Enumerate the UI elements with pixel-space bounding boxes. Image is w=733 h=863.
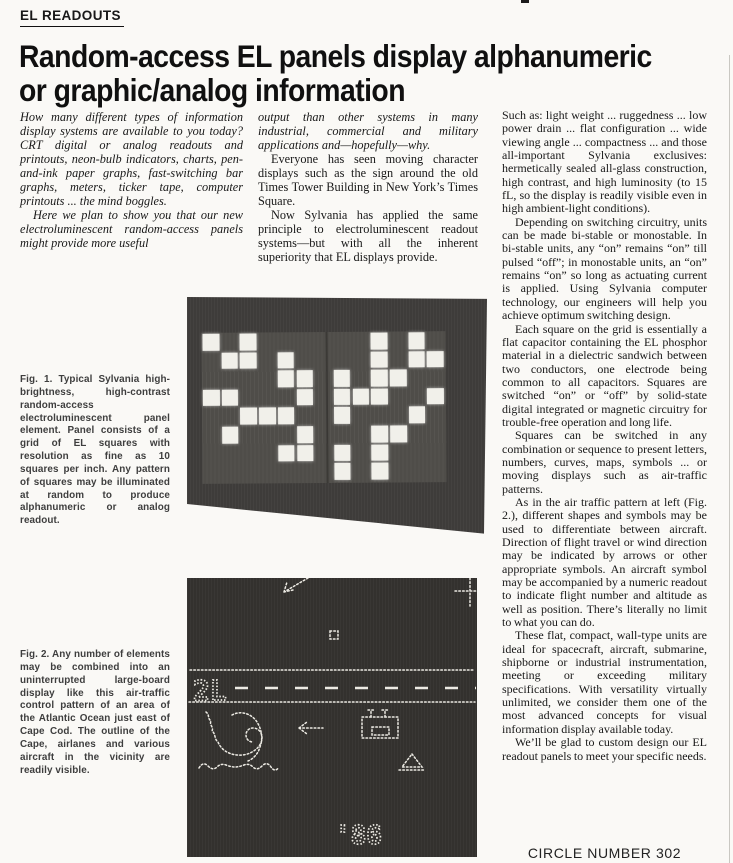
el-square <box>371 426 388 443</box>
el-square <box>371 351 388 368</box>
panel-seam <box>325 332 328 483</box>
el-square <box>297 426 314 443</box>
el-square <box>240 408 257 425</box>
el-square <box>371 388 388 405</box>
el-square <box>221 352 238 369</box>
cape-cod-coastline <box>199 764 279 770</box>
el-square <box>334 463 351 480</box>
el-grid <box>201 331 446 484</box>
aircraft-symbol-inner <box>372 727 389 735</box>
el-square <box>259 408 276 425</box>
el-square <box>334 444 351 461</box>
body-paragraph: These flat, compact, wall-type units are ideal for spacecraft, aircraft, submarine, shipborne or industrial instrumentation, meeting or exceeding military specifications. With versatility virtually unlimited, we consider them one of the most advanced concepts for visual information display available today. <box>502 628 707 736</box>
el-square <box>427 351 444 368</box>
el-square <box>427 388 444 405</box>
el-square <box>222 427 239 444</box>
el-square <box>390 425 407 442</box>
aircraft-symbol-antennas <box>368 710 388 717</box>
el-square <box>277 352 294 369</box>
body-paragraph: We’ll be glad to custom design our EL readout panels to meet your specific needs. <box>502 735 707 763</box>
el-square <box>240 352 257 369</box>
plus-marker-icon <box>455 578 477 606</box>
title-line-1: Random-access EL panels display alphanumeric <box>19 38 652 74</box>
el-square <box>203 390 220 407</box>
figure2-air-traffic-display <box>187 578 477 857</box>
el-square <box>222 389 239 406</box>
page-title <box>19 40 652 107</box>
el-square <box>278 370 295 387</box>
el-square <box>372 463 389 480</box>
el-square <box>240 333 257 350</box>
el-square <box>371 370 388 387</box>
el-square <box>296 389 313 406</box>
body-paragraph: output than other systems in many industrial, commercial and military applications and—hopefully—why. <box>258 110 478 153</box>
title-line-2: or graphic/analog information <box>19 71 406 108</box>
el-square <box>371 333 388 350</box>
body-paragraph: Squares can be switched in any combination or sequence to present letters, numbers, curves, maps, symbols ... or moving displays such as air-traffic patterns. <box>502 428 707 496</box>
page-edge-line <box>729 55 730 863</box>
el-square <box>202 334 219 351</box>
el-square <box>352 388 369 405</box>
el-square <box>390 370 407 387</box>
body-paragraph: How many different types of information display systems are available to you today? CRT digital or analog readouts and printouts, neon-bulb indicators, charts, pen-and-ink paper graphs, fast-switching bar graphs, meters, ticker tape, computer printouts ... the mind boggles. <box>20 110 243 209</box>
figure2-caption: Fig. 2. Any number of elements may be combined into an uninterrupted large-board display like this air-traffic control pattern of an area of the Atlantic Ocean just east of Cape Cod. The outline of the Cape, airlanes and various aircraft in the vicinity are readily visible. <box>20 649 170 776</box>
down-left-arrow-icon <box>284 578 308 592</box>
el-square <box>334 407 351 424</box>
el-square <box>278 445 295 462</box>
body-paragraph: Here we plan to show you that our new electroluminescent random-access panels might provide more useful <box>20 208 243 251</box>
el-square <box>296 370 313 387</box>
el-square <box>372 444 389 461</box>
airlane-label: 2L <box>193 674 227 707</box>
right-column <box>502 109 707 846</box>
middle-column <box>258 110 478 265</box>
square-marker-icon <box>330 631 338 639</box>
el-square <box>409 407 426 424</box>
body-paragraph: Such as: light weight ... ruggedness ... low power drain ... flat configuration ... wide viewing angle ... compactness ... and those all-important Sylvania exclusives: hermetically sealed all-glass construction, high contrast, and high luminosity (to 15 fL, so the display is readily visible even in high ambient-light conditions). <box>502 109 707 216</box>
triangle-marker-icon <box>399 754 425 770</box>
body-paragraph: Everyone has seen moving character displays such as the sign around the old Times Tower Building in New York’s Times Square. <box>258 152 478 209</box>
figure1-caption: Fig. 1. Typical Sylvania high-brightness, high-contrast random-access electroluminescent panel element. Panel consists of a grid of EL squares with resolution as fine as 10 squares per inch. Any pattern of squares may be illuminated at random to produce alphanumeric or analog readout. <box>20 374 170 527</box>
numeric-readout-label: '86 <box>335 821 382 851</box>
el-square <box>408 332 425 349</box>
figure1-el-panel-photo <box>187 297 487 535</box>
el-square <box>408 351 425 368</box>
el-square <box>334 389 351 406</box>
page-edge-mark <box>521 0 529 3</box>
left-arrow-icon <box>299 722 323 734</box>
circle-number-footer: CIRCLE NUMBER 302 <box>527 845 682 861</box>
section-kicker: EL READOUTS <box>20 8 124 27</box>
body-paragraph: Each square on the grid is essentially a flat capacitor containing the EL phosphor material in a dielectric sandwich between two conductors, one electrode being common to all capacitors. Squares are switched “on” or “off” by solid-state digital integrated or magnetic circuitry for trouble-free operation and long life. <box>502 321 707 429</box>
body-paragraph: Now Sylvania has applied the same principle to electroluminescent readout systems—but with all the inherent superiority that EL displays provide. <box>258 208 478 265</box>
el-square <box>297 445 314 462</box>
el-square <box>334 370 351 387</box>
air-traffic-graphics <box>187 578 477 857</box>
intro-column <box>20 110 243 250</box>
body-paragraph: Depending on switching circuitry, units can be made bi-stable or monostable. In bi-stable units, any “on” remains “on” till pulsed “off”; in monostable units, an “on” remains “on” so long as actuating current is applied. Using Sylvania computer technology, our engineers will help you achieve optimum switching design. <box>502 214 707 323</box>
el-square <box>278 408 295 425</box>
body-paragraph: As in the air traffic pattern at left (Fig. 2.), different shapes and symbols may be used to differentiate between aircraft. Direction of flight travel or wind direction may be indicated by arrows or other appropriate symbols. An aircraft symbol may be accompanied by a numeric readout to indicate flight number and altitude as well as position. There’s literally no limit to what you can do. <box>502 494 707 630</box>
